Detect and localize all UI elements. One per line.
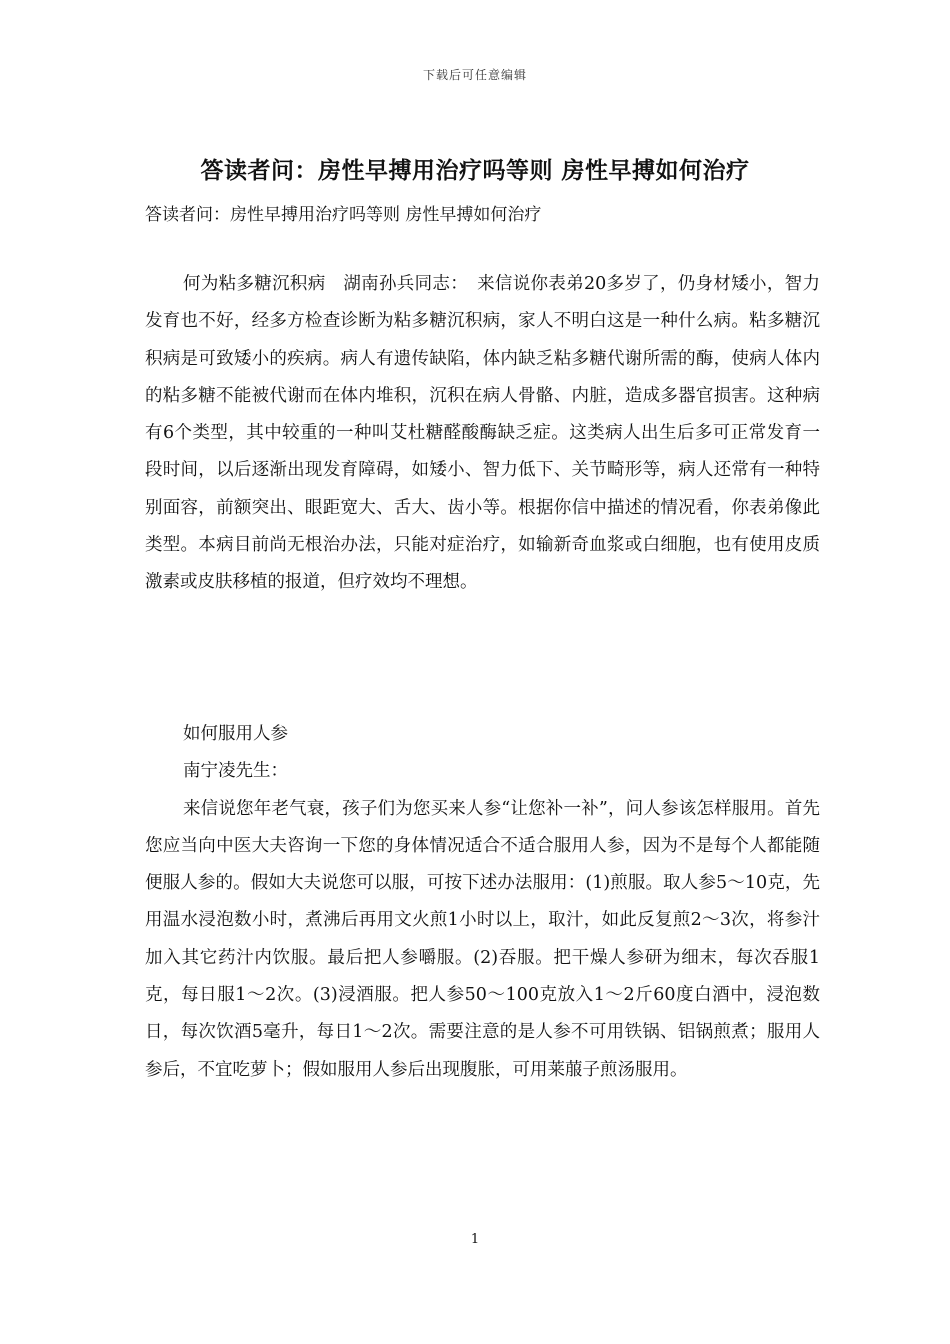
page-number: 1 <box>470 1232 480 1247</box>
document-title: 答读者问：房性早搏用治疗吗等则 房性早搏如何治疗 <box>200 157 750 184</box>
section-mucopolysaccharidosis <box>145 266 820 602</box>
section2-salutation: 南宁凌先生： <box>183 761 288 782</box>
section2-heading: 如何服用人参 <box>183 724 288 744</box>
section-ginseng <box>145 716 820 1089</box>
header-note: 下载后可任意编辑 <box>422 68 527 82</box>
document-subtitle: 答读者问：房性早搏用治疗吗等则 房性早搏如何治疗 <box>145 205 542 225</box>
section2-paragraph: 来信说您年老气衰，孩子们为您买来人参“让您补一补”，问人参该怎样服用。首先您应当向中医大夫咨询一下您的身体情况适合不适合服用人参，因为不是每个人都能随便服人参的。假如大夫说您可以服，可按下述办法服用：(1)煎服。取人参5～10克，先用温水浸泡数小时，煮沸后再用文火煎1小时以上，取汁，如此反复煎2～3次，将参汁加入其它药汁内饮服。最后把人参嚼服。(2)吞服。把干燥人参研为细末，每次吞服1克，每日服1～2次。(3)浸酒服。把人参50～100克放入1～2斤60度白酒中，浸泡数日，每次饮酒5毫升，每日1～2次。需要注意的是人参不可用铁锅、铝锅煎煮；服用人参后，不宜吃萝卜；假如服用人参后出现腹胀，可用莱菔子煎汤服用。 <box>145 798 820 1080</box>
section1-paragraph: 何为粘多糖沉积病 湖南孙兵同志： 来信说你表弟20多岁了，仍身材矮小，智力发育也不好，经多方检查诊断为粘多糖沉积病，家人不明白这是一种什么病。粘多糖沉积病是可致矮小的疾病。病人有遗传缺陷，体内缺乏粘多糖代谢所需的酶，使病人体内的粘多糖不能被代谢而在体内堆积，沉积在病人骨骼、内脏，造成多器官损害。这种病有6个类型，其中较重的一种叫艾杜糖醛酸酶缺乏症。这类病人出生后多可正常发育一段时间，以后逐渐出现发育障碍，如矮小、智力低下、关节畸形等，病人还常有一种特别面容，前额突出、眼距宽大、舌大、齿小等。根据你信中描述的情况看，你表弟像此类型。本病目前尚无根治办法，只能对症治疗，如输新奇血浆或白细胞，也有使用皮质激素或皮肤移植的报道，但疗效均不理想。 <box>145 274 820 593</box>
